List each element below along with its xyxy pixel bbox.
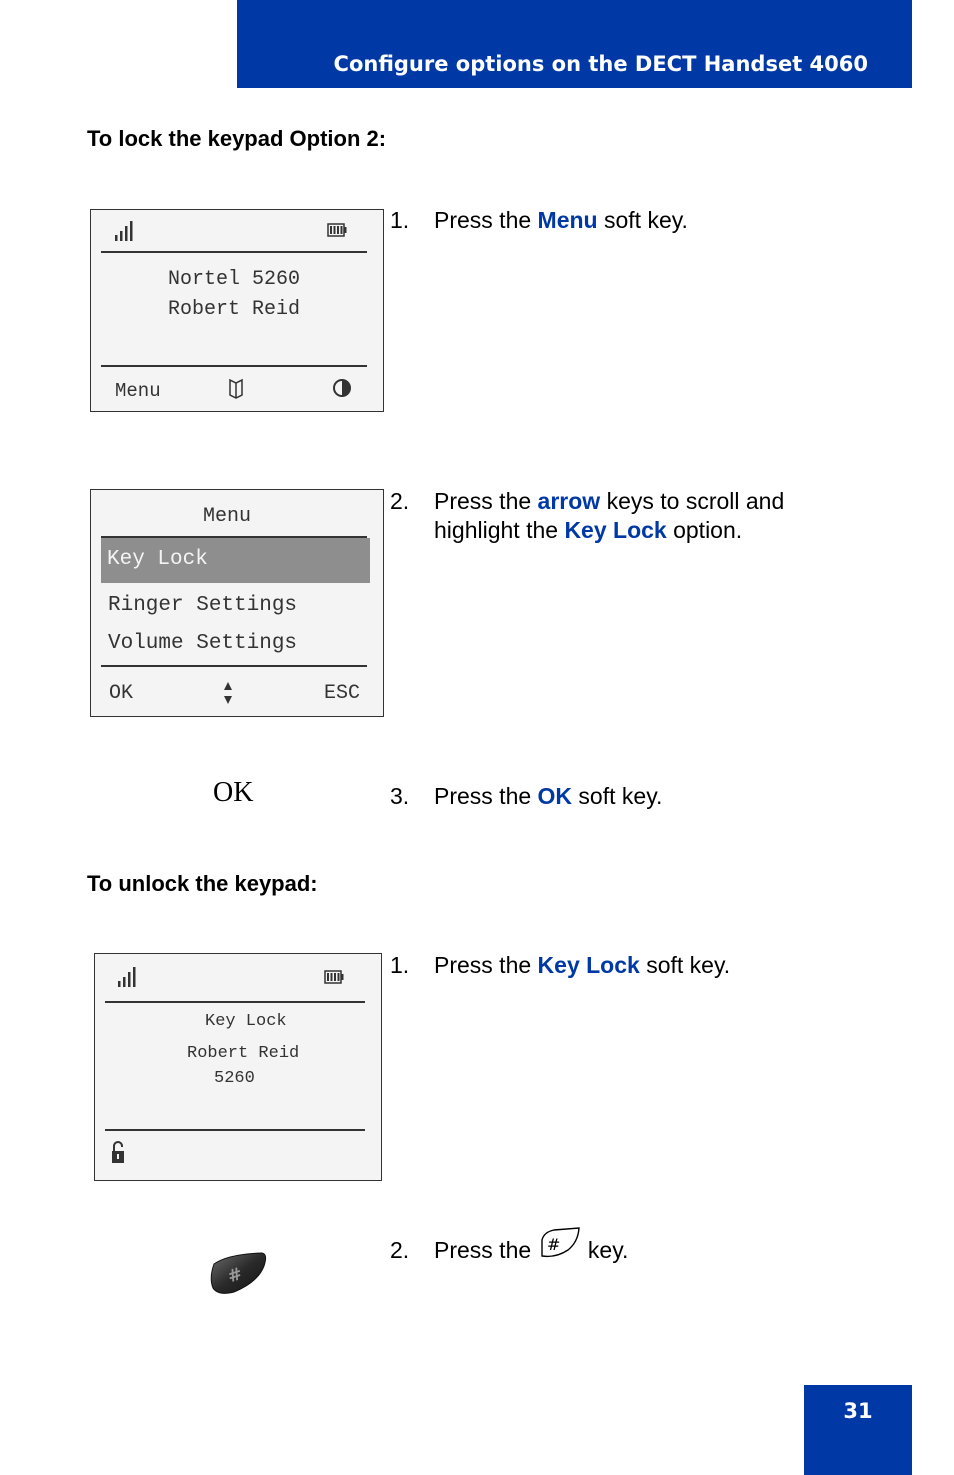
screen-divider <box>101 665 367 667</box>
key-name: Menu <box>537 207 598 233</box>
screen-divider <box>105 1129 365 1131</box>
menu-highlight-bar[interactable] <box>101 538 370 583</box>
menu-item-volume-settings[interactable]: Volume Settings <box>108 632 298 655</box>
battery-icon <box>327 223 347 237</box>
hash-key-icon <box>538 1226 582 1260</box>
key-name: arrow <box>537 488 601 514</box>
menu-item-ringer-settings[interactable]: Ringer Settings <box>108 594 298 617</box>
page-number-box <box>804 1385 912 1475</box>
screen-line-1: Nortel 5260 <box>168 268 301 291</box>
menu-item-key-lock[interactable]: Key Lock <box>107 548 208 571</box>
key-name: Key Lock <box>564 517 667 543</box>
menu-title: Menu <box>203 505 252 528</box>
page-number: 31 <box>843 1399 873 1423</box>
screen-divider <box>101 251 367 253</box>
contrast-icon <box>332 377 352 399</box>
softkey-menu[interactable]: Menu <box>115 380 161 402</box>
screen-line-3: 5260 <box>214 1069 255 1088</box>
locked-status: Key Lock <box>205 1012 287 1031</box>
header-title: Configure options on the DECT Handset 4060 <box>333 52 868 76</box>
battery-icon <box>324 970 344 984</box>
screen-line-2: Robert Reid <box>168 298 301 321</box>
softkey-esc[interactable]: ESC <box>324 682 361 705</box>
svg-text:#: # <box>225 1263 245 1288</box>
screen-line-2: Robert Reid <box>187 1044 300 1063</box>
signal-icon <box>114 220 134 242</box>
key-name: Key Lock <box>537 952 640 978</box>
lock-section-title: To lock the keypad Option 2: <box>87 126 387 151</box>
key-name: OK <box>537 783 573 809</box>
scroll-arrows-icon <box>223 681 233 705</box>
handset-screen-locked <box>94 953 382 1181</box>
unlock-icon[interactable] <box>111 1140 125 1164</box>
svg-text:#: # <box>546 1235 560 1254</box>
screen-divider <box>101 365 367 367</box>
hash-key-icon[interactable] <box>208 1250 268 1296</box>
ok-softkey-label: OK <box>213 777 254 808</box>
directory-icon <box>228 377 244 399</box>
handset-screen-menu <box>90 489 384 717</box>
header-bar <box>237 0 912 88</box>
handset-screen-idle <box>90 209 384 412</box>
signal-icon <box>117 966 137 988</box>
softkey-ok[interactable]: OK <box>109 682 134 705</box>
screen-divider <box>105 1001 365 1003</box>
unlock-section-title: To unlock the keypad: <box>87 871 318 896</box>
